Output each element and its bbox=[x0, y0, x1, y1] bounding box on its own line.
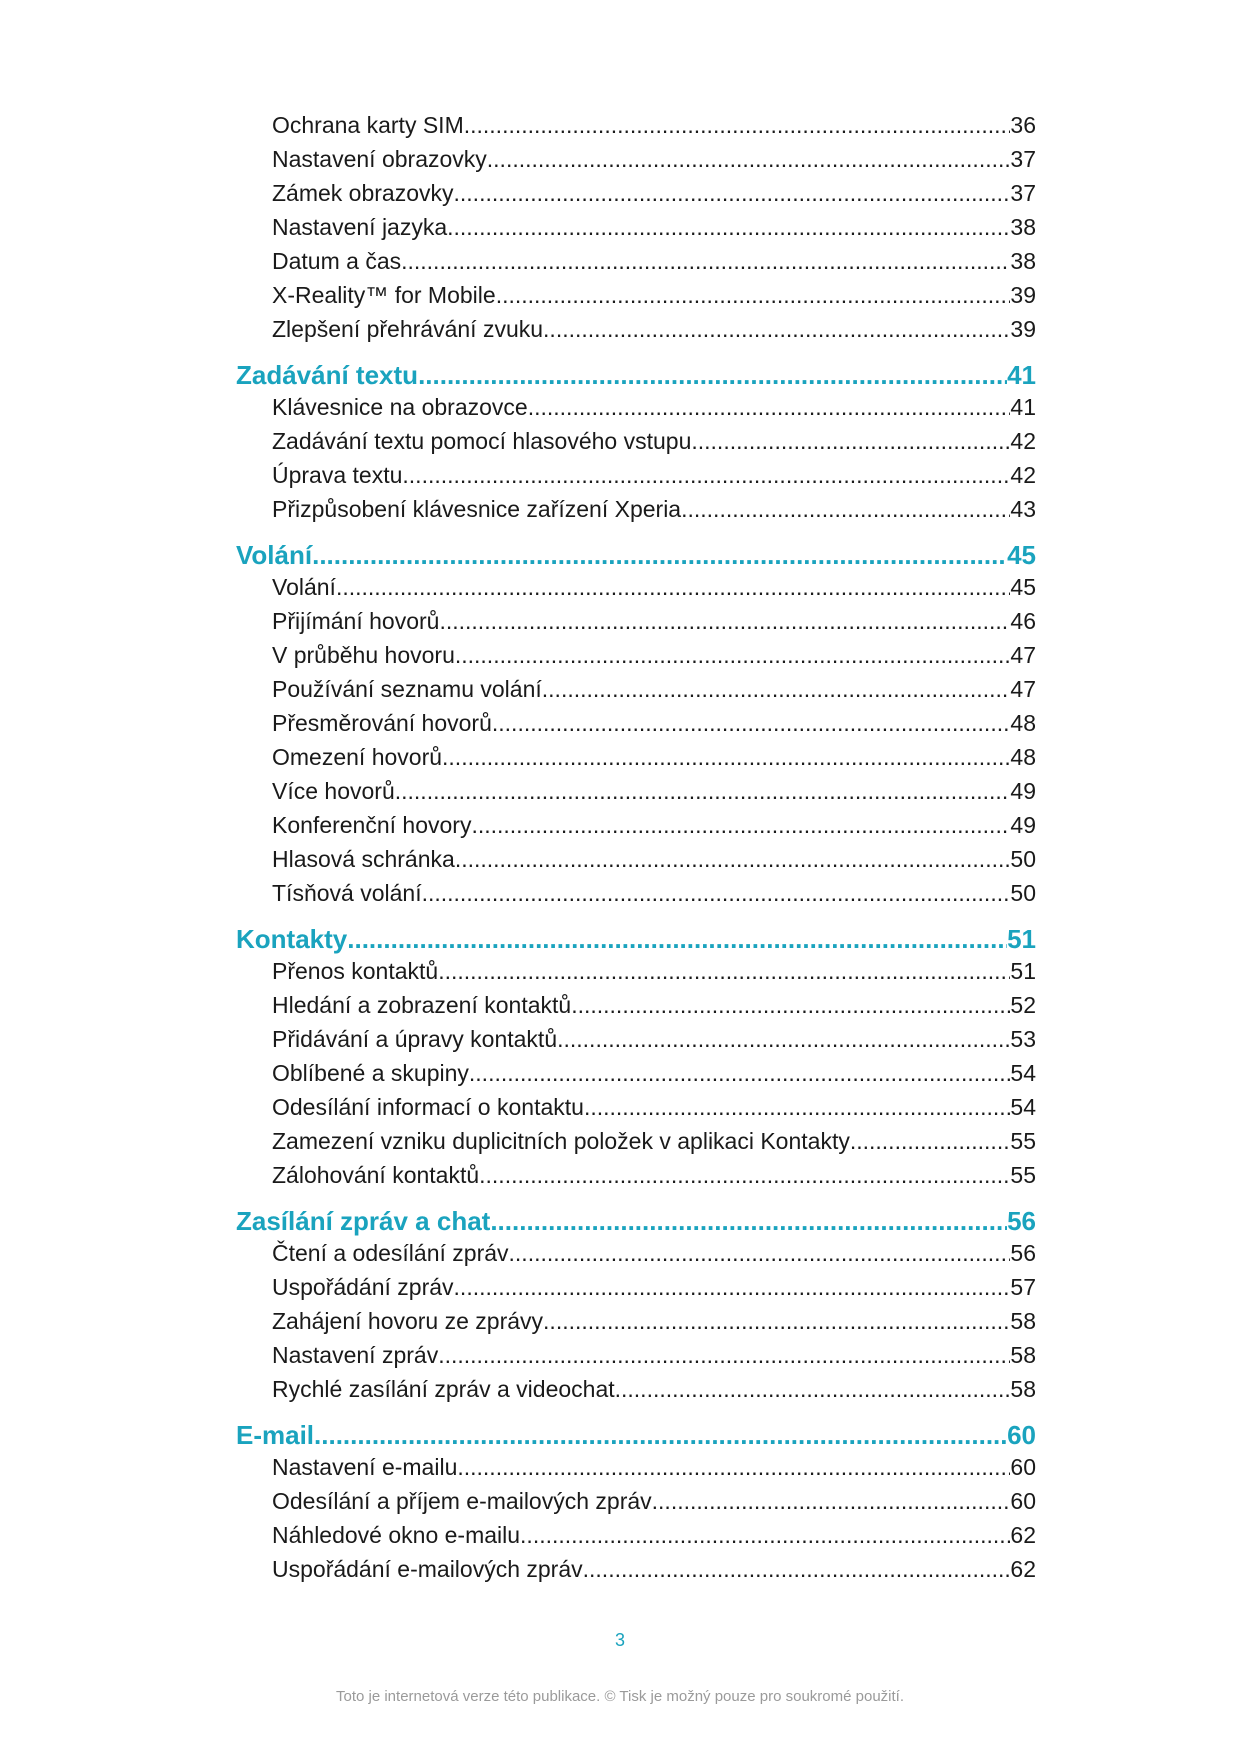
dot-leader bbox=[442, 744, 1010, 771]
toc-entry[interactable] bbox=[236, 462, 1036, 496]
dot-leader bbox=[509, 1240, 1011, 1267]
toc-page-number: 42 bbox=[1010, 462, 1036, 488]
toc-entry[interactable] bbox=[236, 880, 1036, 914]
toc-entry-title: Hledání a zobrazení kontaktů bbox=[272, 992, 572, 1018]
toc-page-number: 51 bbox=[1007, 924, 1036, 954]
toc-page-number: 56 bbox=[1007, 1206, 1036, 1236]
toc-entry[interactable] bbox=[236, 112, 1036, 146]
toc-page-number: 37 bbox=[1010, 180, 1036, 206]
toc-entry[interactable] bbox=[236, 1274, 1036, 1308]
toc-page-number: 38 bbox=[1010, 248, 1036, 274]
toc-page-number: 62 bbox=[1010, 1556, 1036, 1582]
toc-page-number: 38 bbox=[1010, 214, 1036, 240]
dot-leader bbox=[542, 676, 1011, 703]
toc-entry[interactable] bbox=[236, 642, 1036, 676]
table-of-contents bbox=[236, 112, 1036, 1590]
toc-entry[interactable] bbox=[236, 146, 1036, 180]
toc-entry[interactable] bbox=[236, 214, 1036, 248]
toc-page-number: 53 bbox=[1010, 1026, 1036, 1052]
dot-leader bbox=[454, 180, 1011, 207]
dot-leader bbox=[447, 214, 1010, 241]
toc-entry[interactable] bbox=[236, 710, 1036, 744]
dot-leader bbox=[487, 146, 1011, 173]
toc-page-number: 43 bbox=[1010, 496, 1036, 522]
dot-leader bbox=[314, 1420, 1007, 1451]
toc-entry-title: Přidávání a úpravy kontaktů bbox=[272, 1026, 558, 1052]
toc-entry-title: Datum a čas bbox=[272, 248, 402, 274]
dot-leader bbox=[401, 248, 1010, 275]
toc-page-number: 45 bbox=[1007, 540, 1036, 570]
toc-entry[interactable] bbox=[236, 1522, 1036, 1556]
toc-entry-title: Rychlé zasílání zpráv a videochat bbox=[272, 1376, 615, 1402]
toc-page-number: 36 bbox=[1010, 112, 1036, 138]
toc-entry[interactable] bbox=[236, 846, 1036, 880]
toc-chapter-title: E-mail bbox=[236, 1420, 315, 1450]
toc-page-number: 60 bbox=[1007, 1420, 1036, 1450]
toc-entry[interactable] bbox=[236, 958, 1036, 992]
dot-leader bbox=[469, 1060, 1011, 1087]
toc-entry[interactable] bbox=[236, 1556, 1036, 1590]
dot-leader bbox=[455, 642, 1011, 669]
toc-entry[interactable] bbox=[236, 394, 1036, 428]
toc-entry-title: Konferenční hovory bbox=[272, 812, 472, 838]
toc-page-number: 57 bbox=[1010, 1274, 1036, 1300]
toc-entry-title: Zlepšení přehrávání zvuku bbox=[272, 316, 544, 342]
toc-entry[interactable] bbox=[236, 574, 1036, 608]
toc-entry-title: Tísňová volání bbox=[272, 880, 422, 906]
toc-page-number: 49 bbox=[1010, 778, 1036, 804]
toc-entry-title: Více hovorů bbox=[272, 778, 395, 804]
page-number: 3 bbox=[614, 1630, 625, 1650]
toc-page-number: 39 bbox=[1010, 316, 1036, 342]
toc-entry[interactable] bbox=[236, 428, 1036, 462]
dot-leader bbox=[438, 1342, 1010, 1369]
toc-entry-title: Klávesnice na obrazovce bbox=[272, 394, 528, 420]
toc-entry-title: Používání seznamu volání bbox=[272, 676, 542, 702]
toc-page-number: 41 bbox=[1007, 360, 1036, 390]
toc-chapter-entry[interactable] bbox=[236, 360, 1036, 394]
dot-leader bbox=[347, 924, 1007, 955]
toc-entry[interactable] bbox=[236, 1342, 1036, 1376]
toc-entry[interactable] bbox=[236, 1162, 1036, 1196]
toc-page-number: 47 bbox=[1010, 642, 1036, 668]
toc-entry[interactable] bbox=[236, 992, 1036, 1026]
toc-entry-title: Ochrana karty SIM bbox=[272, 112, 464, 138]
toc-entry-title: Uspořádání zpráv bbox=[272, 1274, 454, 1300]
dot-leader bbox=[543, 1308, 1010, 1335]
toc-page-number: 48 bbox=[1010, 744, 1036, 770]
dot-leader bbox=[479, 1162, 1010, 1189]
toc-entry[interactable] bbox=[236, 1454, 1036, 1488]
dot-leader bbox=[691, 428, 1010, 455]
toc-entry[interactable] bbox=[236, 1094, 1036, 1128]
toc-entry-title: Zadávání textu pomocí hlasového vstupu bbox=[272, 428, 692, 454]
toc-entry-title: Náhledové okno e-mailu bbox=[272, 1522, 521, 1548]
toc-page-number: 55 bbox=[1010, 1162, 1036, 1188]
toc-page-number: 50 bbox=[1010, 846, 1036, 872]
toc-entry[interactable] bbox=[236, 812, 1036, 846]
dot-leader bbox=[571, 992, 1010, 1019]
toc-entry-title: X-Reality™ for Mobile bbox=[272, 282, 496, 308]
dot-leader bbox=[336, 574, 1010, 601]
dot-leader bbox=[457, 1454, 1010, 1481]
toc-entry-title: Nastavení e-mailu bbox=[272, 1454, 458, 1480]
dot-leader bbox=[439, 608, 1010, 635]
toc-entry[interactable] bbox=[236, 1488, 1036, 1522]
toc-page-number: 48 bbox=[1010, 710, 1036, 736]
toc-entry-title: Zámek obrazovky bbox=[272, 180, 454, 206]
toc-entry-title: V průběhu hovoru bbox=[272, 642, 455, 668]
toc-page-number: 55 bbox=[1010, 1128, 1036, 1154]
toc-entry[interactable] bbox=[236, 496, 1036, 530]
toc-entry-title: Zamezení vzniku duplicitních položek v aplikaci Kontakty bbox=[272, 1128, 850, 1154]
toc-chapter-title: Zasílání zpráv a chat bbox=[236, 1206, 491, 1236]
toc-entry-title: Přizpůsobení klávesnice zařízení Xperia bbox=[272, 496, 682, 522]
toc-entry[interactable] bbox=[236, 1240, 1036, 1274]
toc-page-number: 47 bbox=[1010, 676, 1036, 702]
dot-leader bbox=[418, 360, 1007, 391]
dot-leader bbox=[402, 462, 1010, 489]
toc-entry-title: Nastavení obrazovky bbox=[272, 146, 487, 172]
toc-entry-title: Odesílání informací o kontaktu bbox=[272, 1094, 584, 1120]
toc-page-number: 54 bbox=[1010, 1094, 1036, 1120]
toc-page-number: 42 bbox=[1010, 428, 1036, 454]
toc-entry[interactable] bbox=[236, 676, 1036, 710]
dot-leader bbox=[557, 1026, 1010, 1053]
toc-page-number: 39 bbox=[1010, 282, 1036, 308]
dot-leader bbox=[312, 540, 1007, 571]
toc-page-number: 41 bbox=[1010, 394, 1036, 420]
toc-chapter-entry[interactable] bbox=[236, 1206, 1036, 1240]
toc-entry-title: Hlasová schránka bbox=[272, 846, 455, 872]
dot-leader bbox=[584, 1094, 1010, 1121]
toc-entry-title: Zahájení hovoru ze zprávy bbox=[272, 1308, 544, 1334]
footer-note: Toto je internetová verze této publikace. © Tisk je možný pouze pro soukromé použití. bbox=[335, 1688, 904, 1705]
dot-leader bbox=[681, 496, 1010, 523]
toc-page-number: 58 bbox=[1010, 1342, 1036, 1368]
toc-chapter-entry[interactable] bbox=[236, 1420, 1036, 1454]
dot-leader bbox=[652, 1488, 1011, 1515]
toc-page-number: 60 bbox=[1010, 1488, 1036, 1514]
toc-page-number: 62 bbox=[1010, 1522, 1036, 1548]
toc-page-number: 50 bbox=[1010, 880, 1036, 906]
toc-entry[interactable] bbox=[236, 778, 1036, 812]
toc-entry[interactable] bbox=[236, 608, 1036, 642]
toc-entry[interactable] bbox=[236, 1308, 1036, 1342]
dot-leader bbox=[520, 1522, 1010, 1549]
toc-chapter-entry[interactable] bbox=[236, 924, 1036, 958]
toc-entry-title: Úprava textu bbox=[272, 462, 403, 488]
toc-entry[interactable] bbox=[236, 1128, 1036, 1162]
toc-entry[interactable] bbox=[236, 316, 1036, 350]
dot-leader bbox=[850, 1128, 1011, 1155]
toc-page-number: 52 bbox=[1010, 992, 1036, 1018]
toc-chapter-title: Zadávání textu bbox=[236, 360, 419, 390]
toc-entry-title: Zálohování kontaktů bbox=[272, 1162, 480, 1188]
toc-entry-title: Přijímání hovorů bbox=[272, 608, 440, 634]
toc-entry-title: Uspořádání e-mailových zpráv bbox=[272, 1556, 583, 1582]
dot-leader bbox=[583, 1556, 1011, 1583]
toc-entry-title: Oblíbené a skupiny bbox=[272, 1060, 469, 1086]
toc-entry-title: Odesílání a příjem e-mailových zpráv bbox=[272, 1488, 652, 1514]
toc-entry[interactable] bbox=[236, 1026, 1036, 1060]
toc-page-number: 46 bbox=[1010, 608, 1036, 634]
dot-leader bbox=[543, 316, 1010, 343]
toc-page-number: 45 bbox=[1010, 574, 1036, 600]
dot-leader bbox=[422, 880, 1011, 907]
toc-page-number: 60 bbox=[1010, 1454, 1036, 1480]
toc-page-number: 49 bbox=[1010, 812, 1036, 838]
dot-leader bbox=[464, 112, 1011, 139]
toc-entry[interactable] bbox=[236, 1060, 1036, 1094]
dot-leader bbox=[490, 1206, 1007, 1237]
toc-entry[interactable] bbox=[236, 744, 1036, 778]
dot-leader bbox=[471, 812, 1010, 839]
toc-entry[interactable] bbox=[236, 180, 1036, 214]
dot-leader bbox=[438, 958, 1010, 985]
toc-entry-title: Čtení a odesílání zpráv bbox=[272, 1240, 509, 1266]
toc-entry[interactable] bbox=[236, 248, 1036, 282]
toc-page-number: 51 bbox=[1010, 958, 1036, 984]
dot-leader bbox=[492, 710, 1011, 737]
dot-leader bbox=[528, 394, 1011, 421]
toc-entry-title: Přenos kontaktů bbox=[272, 958, 439, 984]
toc-page-number: 37 bbox=[1010, 146, 1036, 172]
dot-leader bbox=[454, 1274, 1011, 1301]
toc-page-number: 54 bbox=[1010, 1060, 1036, 1086]
toc-entry[interactable] bbox=[236, 1376, 1036, 1410]
toc-chapter-title: Volání bbox=[236, 540, 313, 570]
toc-entry-title: Nastavení jazyka bbox=[272, 214, 448, 240]
toc-chapter-title: Kontakty bbox=[236, 924, 348, 954]
toc-chapter-entry[interactable] bbox=[236, 540, 1036, 574]
dot-leader bbox=[395, 778, 1011, 805]
dot-leader bbox=[455, 846, 1011, 873]
toc-page-number: 58 bbox=[1010, 1308, 1036, 1334]
dot-leader bbox=[496, 282, 1011, 309]
toc-entry-title: Volání bbox=[272, 574, 336, 600]
dot-leader bbox=[615, 1376, 1011, 1403]
toc-entry-title: Přesměrování hovorů bbox=[272, 710, 492, 736]
toc-entry-title: Omezení hovorů bbox=[272, 744, 443, 770]
toc-page-number: 56 bbox=[1010, 1240, 1036, 1266]
toc-entry-title: Nastavení zpráv bbox=[272, 1342, 439, 1368]
toc-entry[interactable] bbox=[236, 282, 1036, 316]
toc-page-number: 58 bbox=[1010, 1376, 1036, 1402]
